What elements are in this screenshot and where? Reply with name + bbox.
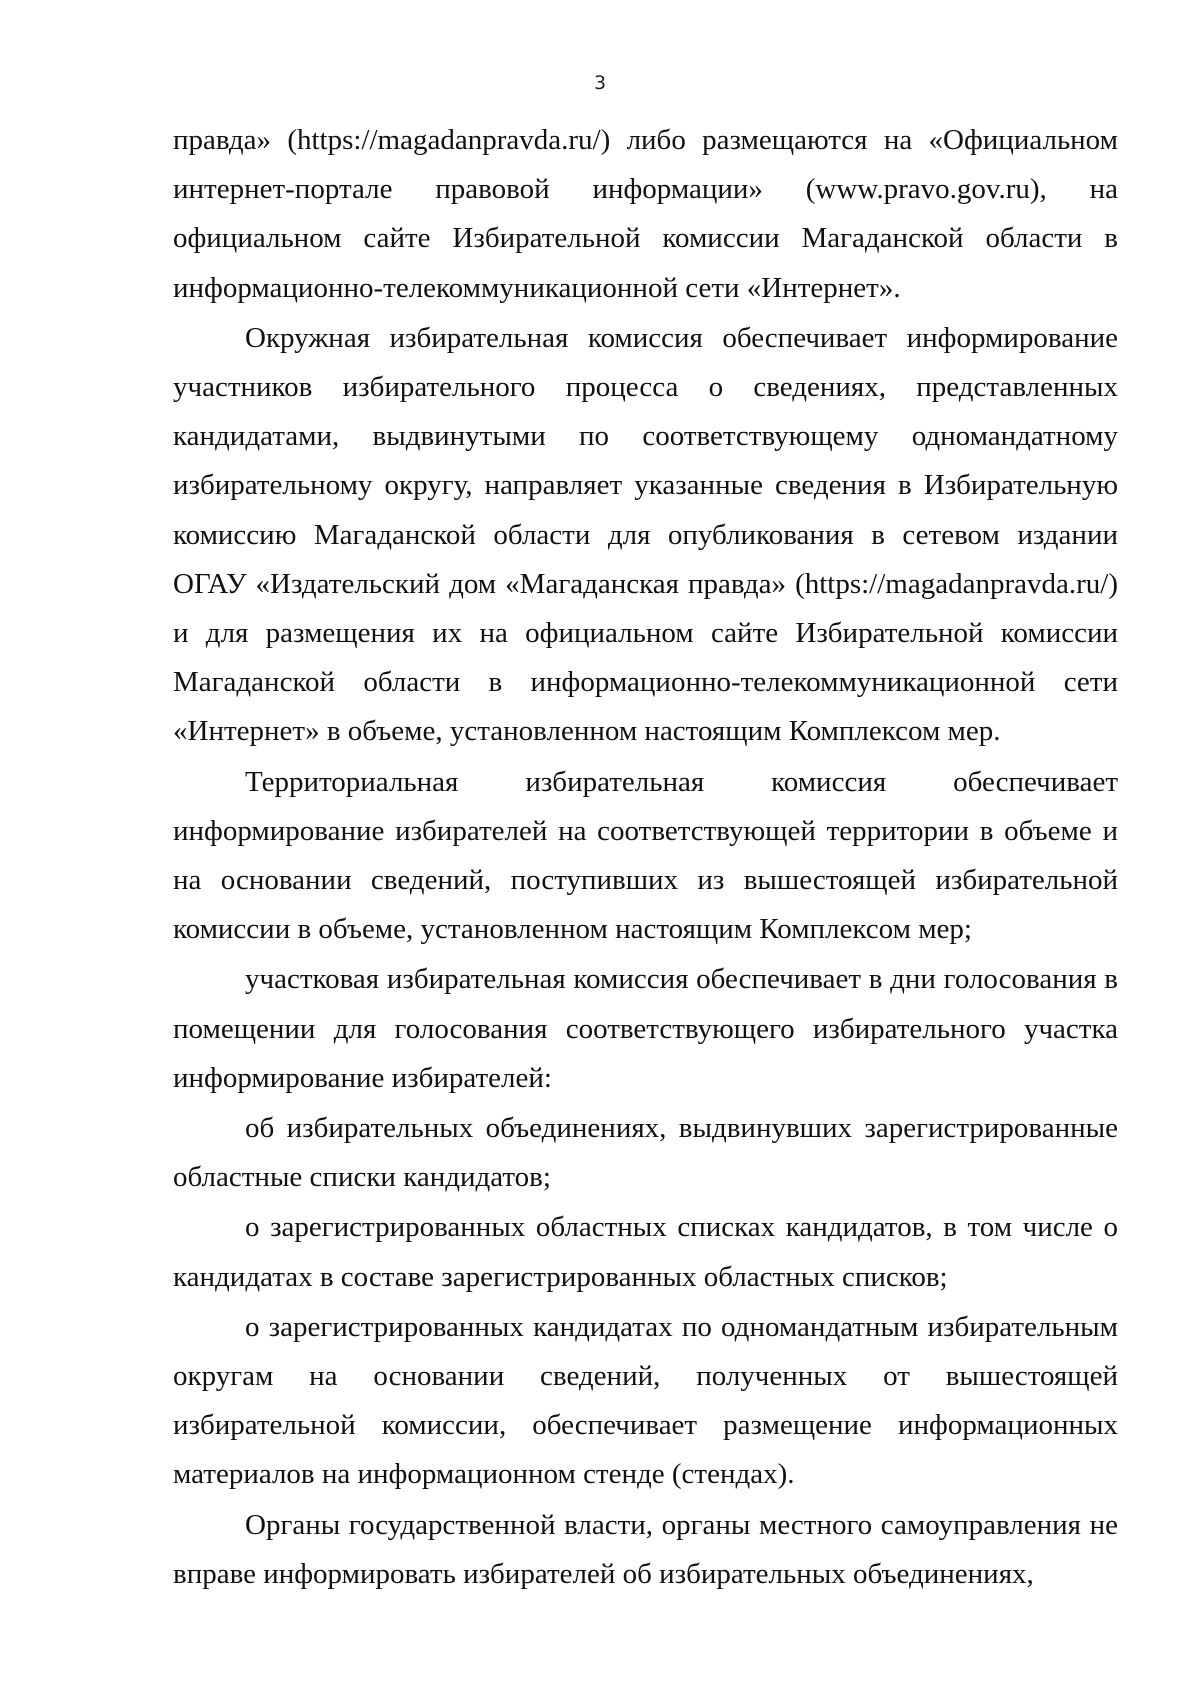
paragraph-4: участковая избирательная комиссия обеспечивает в дни голосования в помещении для голосования соответствующего избирательного участка информирование избирателей: <box>173 963 1118 1094</box>
paragraph-7: о зарегистрированных кандидатах по одномандатным избирательным округам на основании сведений, полученных от вышестоящей избирательной комиссии, обеспечивает размещение информационных материалов на информационном стенде (стендах). <box>173 1310 1118 1491</box>
page-number: 3 <box>593 72 607 94</box>
paragraph-3: Территориальная избирательная комиссия обеспечивает информирование избирателей на соответствующей территории в объеме и на основании сведений, поступивших из вышестоящей избирательной комиссии в объеме, установленном настоящим Комплексом мер; <box>173 765 1118 946</box>
paragraph-8: Органы государственной власти, органы местного самоуправления не вправе информировать избирателей об избирательных объединениях, <box>173 1508 1118 1590</box>
paragraph-5: об избирательных объединениях, выдвинувших зарегистрированные областные списки кандидатов; <box>173 1112 1118 1194</box>
paragraph-6: о зарегистрированных областных списках кандидатов, в том числе о кандидатах в составе зарегистрированных областных списков; <box>173 1211 1118 1293</box>
paragraph-2: Окружная избирательная комиссия обеспечивает информирование участников избирательного процесса о сведениях, представленных кандидатами, выдвинутыми по соответствующему одномандатному избирательному округу, направляет указанные сведения в Избирательную комиссию Магаданской области для опубликования в сетевом издании ОГАУ «Издательский дом «Магаданская правда» (https://magadanpravda.ru/) и для размещения их на официальном сайте Избирательной комиссии Магаданской области в информационно-телекоммуникационной сети «Интернет» в объеме, установленном настоящим Комплексом мер. <box>173 321 1118 748</box>
paragraph-1: правда» (https://magadanpravda.ru/) либо размещаются на «Официальном интернет-портале правовой информации» (www.pravo.gov.ru), на официальном сайте Избирательной комиссии Магаданской области в информационно-телекоммуникационной сети «Интернет». <box>173 124 1118 304</box>
document-body <box>173 116 1118 1599</box>
